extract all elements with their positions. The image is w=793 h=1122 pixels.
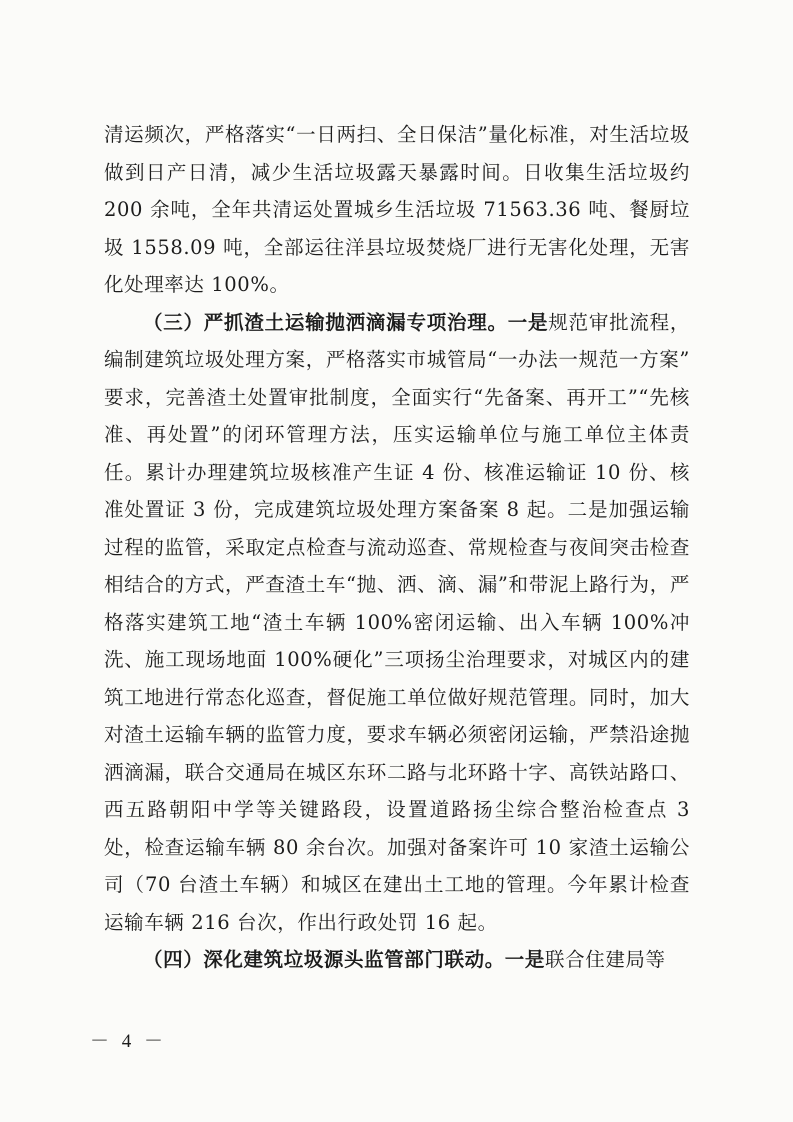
paragraph-2-text: 规范审批流程，编制建筑垃圾处理方案，严格落实市城管局“一办法一规范一方案” 要求，完善渣土处置审批制度，全面实行“先备案、再开工”“先核准、再处置”的闭环管理方法，压实运输单位与施工单位主体责任。累计办理建筑垃圾核准产生证 4 份、核准运输证 10 份、核准处置证 3 份，完成建筑垃圾处理方案备案 8 起。二是加强运输过程的监管，采取定点检查与流动巡查、常规检查与夜间突击检查相结合的方式，严查渣土车“抛、洒、滴、漏”和带泥上路行为，严格落实建筑工地“渣土车辆 100%密闭运输、出入车辆 100%冲洗、施工现场地面 100%硬化”三项扬尘治理要求，对城区内的建筑工地进行常态化巡查，督促施工单位做好规范管理。同时，加大对渣土运输车辆的监管力度，要求车辆必须密闭运输，严禁沿途抛洒滴漏，联合交通局在城区东环二路与北环路十字、高铁站路口、西五路朝阳中学等关键路段，设置道路扬尘综合整治检查点 3 处，检查运输车辆 80 余台次。加强对备案许可 10 家渣土运输公司（70 台渣土车辆）和城区在建出土工地的管理。今年累计检查运输车辆 216 台次，作出行政处罚 16 起。 — [104, 310, 690, 934]
section-3-heading: （三）严抓渣土运输抛洒滴漏专项治理。一是 — [143, 310, 549, 334]
paragraph-3 — [104, 941, 690, 979]
section-4-heading: （四）深化建筑垃圾源头监管部门联动。一是 — [143, 948, 546, 971]
paragraph-2 — [104, 304, 690, 942]
paragraph-1-text: 清运频次，严格落实“一日两扫、全日保洁”量化标准，对生活垃圾做到日产日清，减少生活垃圾露天暴露时间。日收集生活垃圾约 200 余吨，全年共清运处置城乡生活垃圾 71563.36 吨、餐厨垃圾 1558.09 吨，全部运往洋县垃圾焚烧厂进行无害化处理，无害化处理率达 100%。 — [104, 123, 690, 296]
page-number: － 4 － — [90, 1031, 168, 1052]
body-text — [104, 116, 690, 979]
paragraph-1 — [104, 116, 690, 304]
paragraph-3-text: 联合住建局等 — [545, 948, 666, 971]
